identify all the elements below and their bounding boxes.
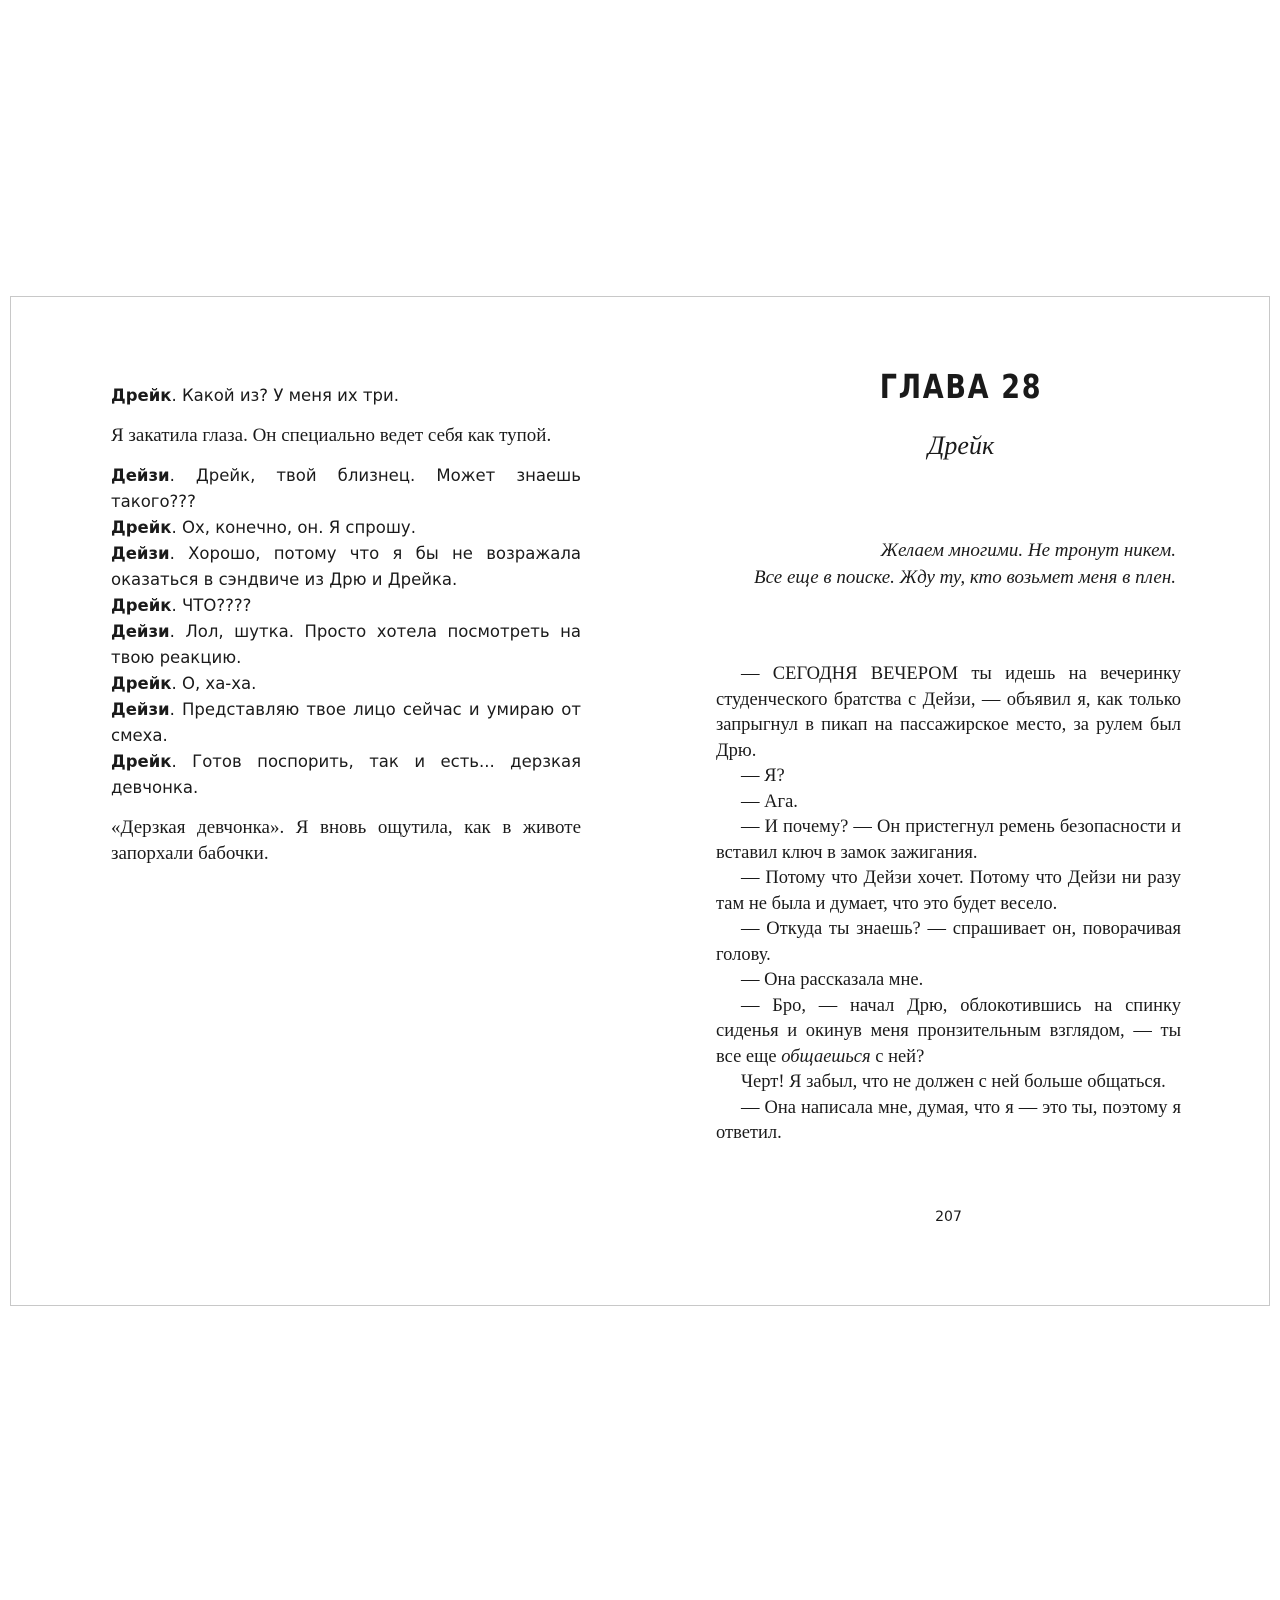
paragraph-text: — Откуда ты знаешь? — спрашивает он, поворачивая голову. [716, 919, 1181, 965]
chat-text: . Ох, конечно, он. Я спрошу. [171, 518, 416, 537]
paragraph-text: с ней? [870, 1046, 925, 1067]
chat-speaker: Дрейк [111, 518, 172, 537]
chat-message [86, 697, 581, 749]
page-number: 207 [935, 1209, 962, 1225]
chat-speaker: Дейзи [111, 700, 170, 719]
chat-message [86, 383, 581, 409]
chat-speaker: Дрейк [111, 386, 172, 405]
epigraph-line: Желаем многими. Не тронут никем. [880, 540, 1176, 561]
chat-message [86, 541, 581, 593]
chat-text: . Дрейк, твой близнец. Может знаешь такого??? [111, 466, 581, 511]
chapter-body [716, 662, 1181, 1147]
body-paragraph [716, 815, 1181, 866]
body-paragraph [716, 968, 1181, 994]
chat-message [86, 619, 581, 671]
chat-speaker: Дрейк [111, 674, 172, 693]
chat-text: . О, ха-ха. [171, 674, 257, 693]
body-paragraph [716, 764, 1181, 790]
paragraph-text: — И почему? — Он пристегнул ремень безопасности и вставил ключ в замок зажигания. [716, 817, 1181, 863]
body-paragraph [716, 1096, 1181, 1147]
paragraph-text: — Она рассказала мне. [741, 970, 924, 990]
chat-text: . Готов поспорить, так и есть... дерзкая девчонка. [111, 752, 581, 797]
chat-message [86, 593, 581, 619]
narration-paragraph: «Дерзкая девчонка». Я вновь ощутила, как в животе запорхали бабочки. [111, 817, 581, 864]
chat-message [86, 749, 581, 801]
body-paragraph [716, 994, 1181, 1071]
paragraph-text: — Я? [741, 766, 785, 786]
body-paragraph [716, 662, 1181, 764]
body-paragraph [716, 866, 1181, 917]
chat-speaker: Дрейк [111, 752, 172, 771]
body-paragraph [716, 790, 1181, 816]
chat-text: . ЧТО???? [171, 596, 252, 615]
chat-text: . Представляю твое лицо сейчас и умираю от смеха. [111, 700, 581, 745]
chapter-subtitle: Дрейк [927, 431, 995, 460]
paragraph-text: — Потому что Дейзи хочет. Потому что Дейзи ни разу там не была и думает, что это будет весело. [716, 868, 1181, 914]
paragraph-text: — Она написала мне, думая, что я — это ты, поэтому я ответил. [716, 1097, 1181, 1143]
chat-speaker: Дейзи [111, 622, 170, 641]
narration-paragraph: Я закатила глаза. Он специально ведет себя как тупой. [111, 425, 552, 446]
book-spread [10, 296, 1270, 1306]
paragraph-text: — Бро, — начал Дрю, облокотившись на спинку сиденья и окинув меня пронзительным взглядом, — ты все еще [716, 995, 1181, 1067]
chat-speaker: Дейзи [111, 544, 170, 563]
chat-message [86, 515, 581, 541]
body-paragraph [716, 1070, 1181, 1096]
chat-text: . Хорошо, потому что я бы не возражала оказаться в сэндвиче из Дрю и Дрейка. [111, 544, 581, 589]
paragraph-text: — Ага. [741, 791, 798, 812]
chapter-title: ГЛАВА 28 [879, 367, 1043, 406]
body-paragraph [716, 917, 1181, 968]
emphasis-text: общаешься [781, 1046, 871, 1067]
paragraph-text: Черт! Я забыл, что не должен с ней больше общаться. [741, 1072, 1166, 1092]
chat-message [86, 463, 581, 515]
epigraph [716, 537, 1176, 591]
chat-speaker: Дейзи [111, 466, 170, 485]
chat-speaker: Дрейк [111, 596, 172, 615]
chat-text: . Лол, шутка. Просто хотела посмотреть на твою реакцию. [111, 622, 581, 667]
paragraph-text: — СЕГОДНЯ ВЕЧЕРОМ ты идешь на вечеринку студенческого братства с Дейзи, — объявил я, как только запрыгнул в пикап на пассажирское место, за рулем был Дрю. [716, 664, 1181, 761]
chat-message [86, 671, 581, 697]
chat-text: . Какой из? У меня их три. [171, 386, 399, 405]
epigraph-line: Все еще в поиске. Жду ту, кто возьмет меня в плен. [754, 567, 1176, 588]
